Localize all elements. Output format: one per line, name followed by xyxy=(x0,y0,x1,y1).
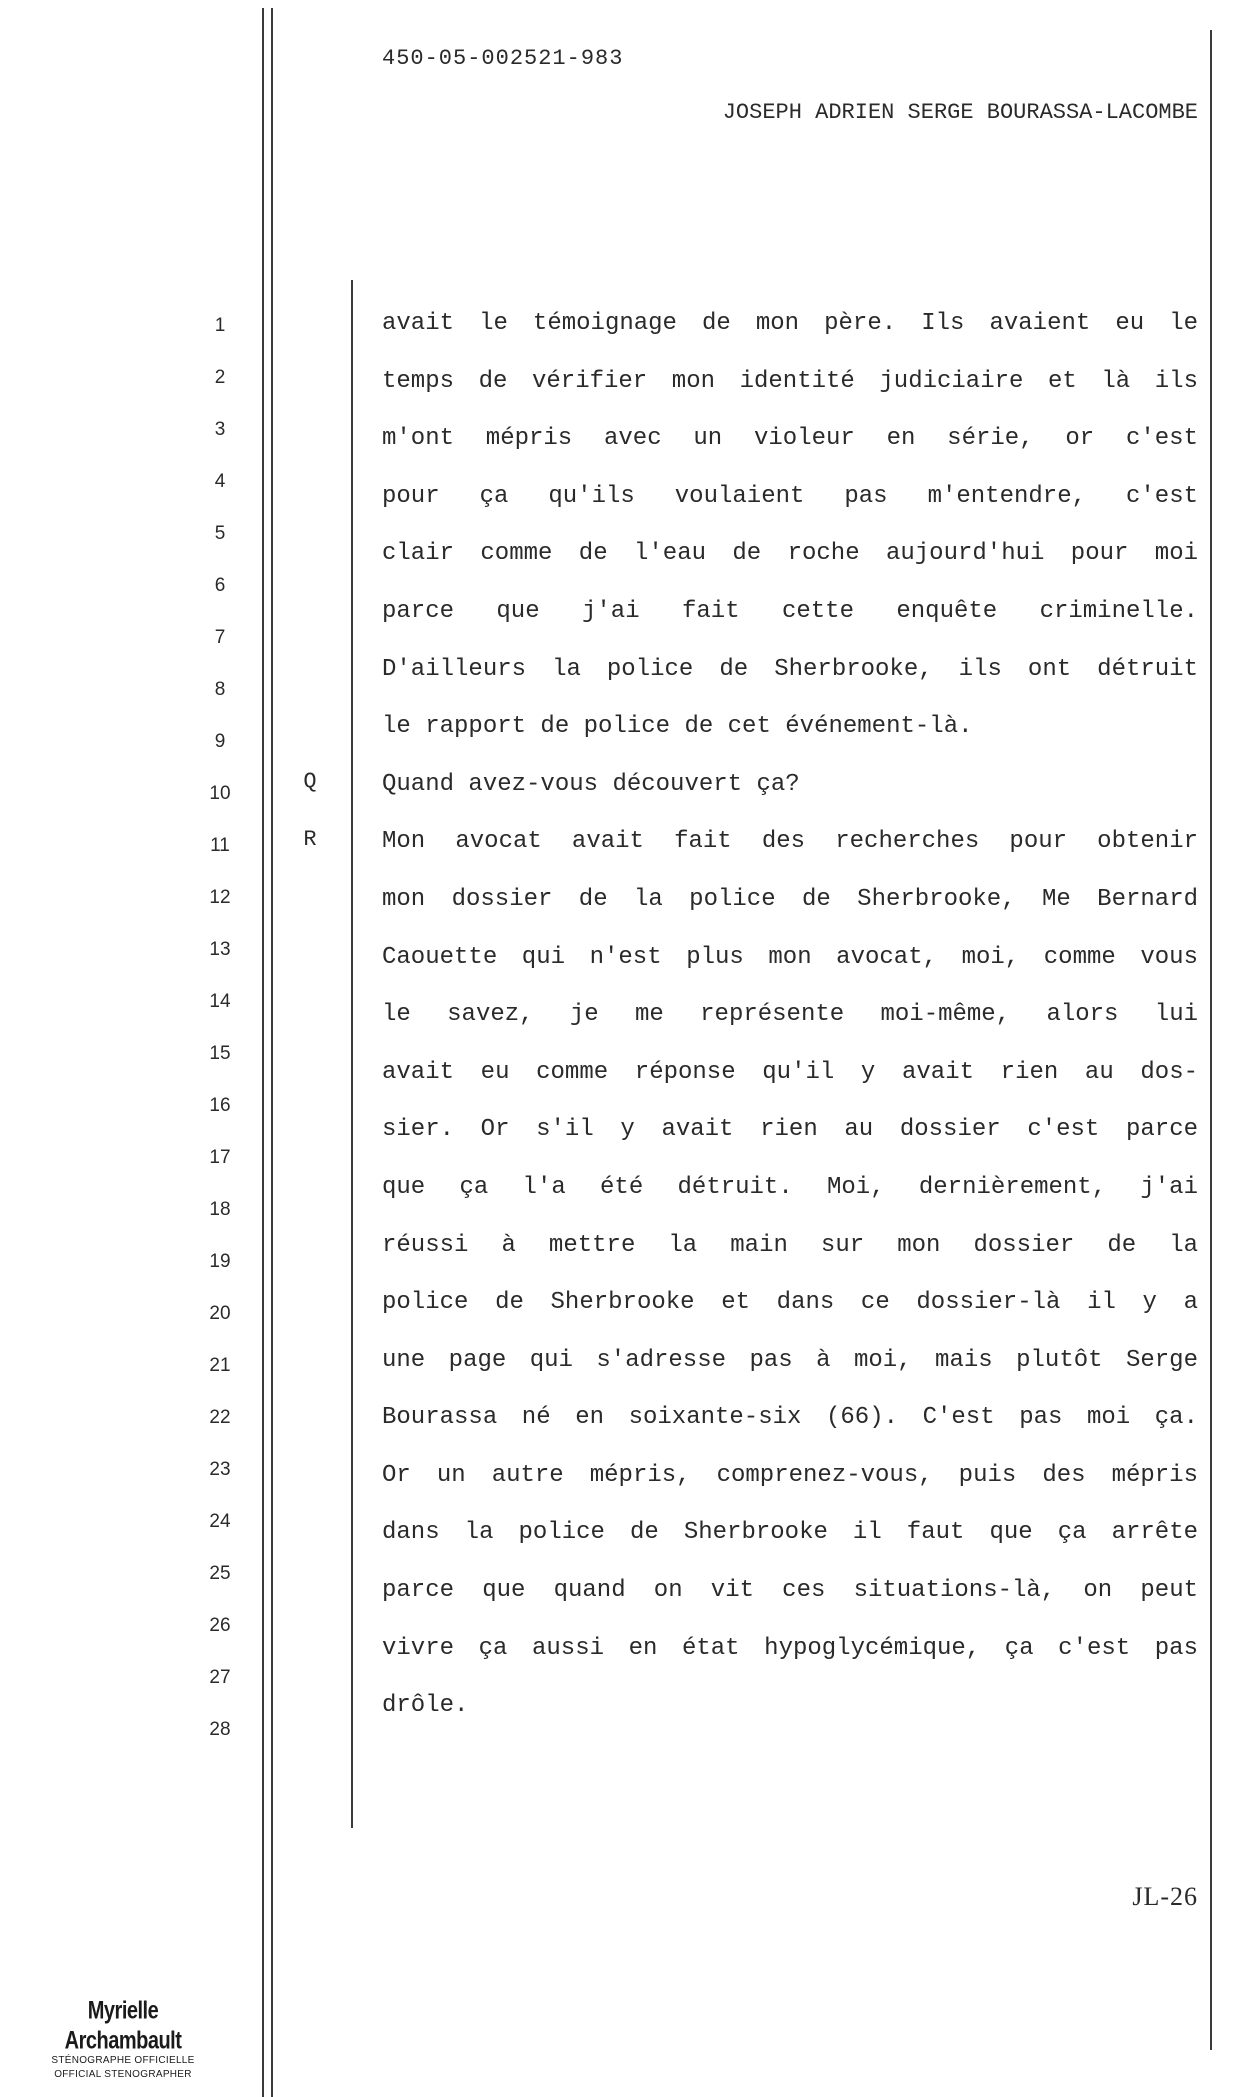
witness-name: JOSEPH ADRIEN SERGE BOURASSA-LACOMBE xyxy=(722,100,1198,125)
transcript-line: D'ailleurs la police de Sherbrooke, ils ont détruit xyxy=(382,655,1198,683)
transcript-line: le rapport de police de cet événement-là. xyxy=(382,713,973,741)
stenographer-stamp xyxy=(28,1997,218,2082)
line-number: 23 xyxy=(209,1459,231,1480)
transcript-line: dans la police de Sherbrooke il faut que ça arrête xyxy=(382,1519,1198,1547)
transcript-line: temps de vérifier mon identité judiciaire et là ils xyxy=(382,367,1198,395)
line-number: 14 xyxy=(209,991,231,1012)
line-number: 26 xyxy=(209,1615,231,1636)
line-number: 5 xyxy=(214,523,226,544)
transcript-line: sier. Or s'il y avait rien au dossier c'est parce xyxy=(382,1116,1198,1144)
transcript-line: Quand avez-vous découvert ça? xyxy=(382,770,800,798)
transcript-line: que ça l'a été détruit. Moi, dernièrement, j'ai xyxy=(382,1173,1198,1201)
transcript-line: Mon avocat avait fait des recherches pour obtenir xyxy=(382,828,1198,856)
margin-rule-left-inner xyxy=(271,8,273,2097)
transcript-line: vivre ça aussi en état hypoglycémique, ça c'est pas xyxy=(382,1634,1198,1662)
margin-rule-text xyxy=(351,280,353,1828)
line-number: 12 xyxy=(209,887,231,908)
line-number: 7 xyxy=(214,627,226,648)
line-number: 3 xyxy=(214,419,226,440)
transcript-body xyxy=(382,306,1198,1746)
line-number: 20 xyxy=(209,1303,231,1324)
transcript-line: clair comme de l'eau de roche aujourd'hui pour moi xyxy=(382,540,1198,568)
transcript-line: une page qui s'adresse pas à moi, mais plutôt Serge xyxy=(382,1346,1198,1374)
transcript-line: police de Sherbrooke et dans ce dossier-là il y a xyxy=(382,1289,1198,1317)
line-number: 28 xyxy=(209,1719,231,1740)
stenographer-name: Myrielle Archambault xyxy=(64,1997,182,2055)
line-number: 24 xyxy=(209,1511,231,1532)
line-number: 11 xyxy=(210,835,230,856)
transcript-line: drôle. xyxy=(382,1692,469,1720)
line-number: 6 xyxy=(214,575,226,596)
line-number: 19 xyxy=(209,1251,231,1272)
question-marker: Q xyxy=(303,769,317,794)
line-number: 15 xyxy=(209,1043,231,1064)
line-numbers xyxy=(190,310,250,1766)
line-number: 4 xyxy=(214,471,226,492)
transcript-line: Caouette qui n'est plus mon avocat, moi, comme vous xyxy=(382,943,1198,971)
transcript-line: Or un autre mépris, comprenez-vous, puis des mépris xyxy=(382,1461,1198,1489)
transcript-line: Bourassa né en soixante-six (66). C'est pas moi ça. xyxy=(382,1404,1198,1432)
line-number: 27 xyxy=(209,1667,231,1688)
page-number: JL-26 xyxy=(1132,1882,1198,1911)
transcript-line: mon dossier de la police de Sherbrooke, Me Bernard xyxy=(382,885,1198,913)
line-number: 22 xyxy=(209,1407,231,1428)
margin-rule-left-outer xyxy=(262,8,264,2097)
line-number: 21 xyxy=(209,1355,231,1376)
margin-rule-right xyxy=(1210,30,1212,2050)
transcript-line: réussi à mettre la main sur mon dossier de la xyxy=(382,1231,1198,1259)
transcript-line: parce que j'ai fait cette enquête criminelle. xyxy=(382,597,1198,625)
transcript-line: avait eu comme réponse qu'il y avait rien au dos- xyxy=(382,1058,1198,1086)
line-number: 25 xyxy=(209,1563,231,1584)
transcript-line: le savez, je me représente moi-même, alors lui xyxy=(382,1001,1198,1029)
transcript-line: avait le témoignage de mon père. Ils avaient eu le xyxy=(382,310,1198,337)
stenographer-title-en: OFFICIAL STENOGRAPHER xyxy=(54,2069,192,2080)
line-number: 2 xyxy=(214,367,226,388)
line-number: 16 xyxy=(209,1095,231,1116)
line-number: 8 xyxy=(214,679,226,700)
line-number: 9 xyxy=(214,731,226,752)
stenographer-title-fr: STÉNOGRAPHE OFFICIELLE xyxy=(51,2055,195,2066)
line-number: 13 xyxy=(209,939,231,960)
transcript-line: m'ont mépris avec un violeur en série, or c'est xyxy=(382,425,1198,453)
transcript-line: pour ça qu'ils voulaient pas m'entendre, c'est xyxy=(382,482,1198,510)
transcript-line: parce que quand on vit ces situations-là, on peut xyxy=(382,1577,1198,1605)
answer-marker: R xyxy=(303,827,317,852)
case-number: 450-05-002521-983 xyxy=(382,46,624,71)
line-number: 10 xyxy=(209,783,231,804)
line-number: 17 xyxy=(209,1147,231,1168)
line-number: 18 xyxy=(209,1199,231,1220)
line-number: 1 xyxy=(214,315,226,336)
